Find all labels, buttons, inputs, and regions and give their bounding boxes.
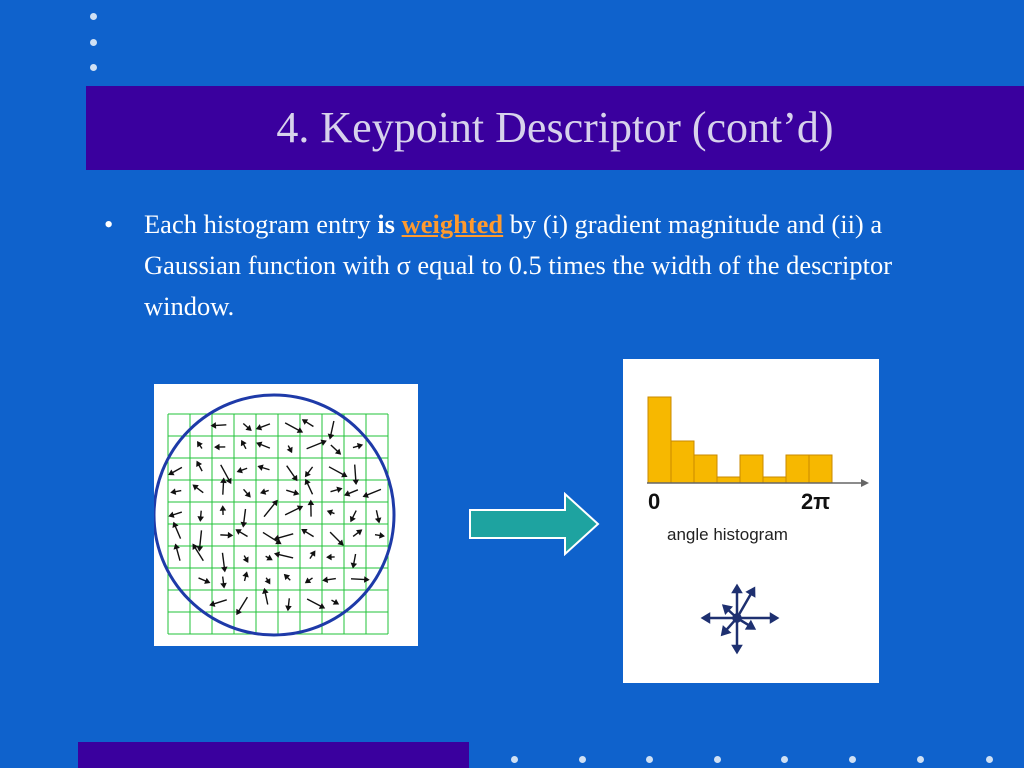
gradient-arrow: [324, 578, 336, 582]
gradient-arrow: [305, 480, 312, 494]
gradient-arrow: [199, 578, 210, 583]
histogram-bar: [763, 477, 786, 483]
histogram-caption: angle histogram: [667, 525, 788, 544]
gradient-arrow: [345, 490, 358, 496]
decorative-dot: [90, 13, 97, 20]
gradient-grid-svg: [154, 384, 418, 646]
gradient-arrow: [307, 441, 326, 449]
histogram-bar: [786, 455, 809, 483]
gradient-arrow: [266, 578, 270, 584]
gradient-arrow: [242, 509, 246, 526]
decorative-dot: [90, 64, 97, 71]
gradient-arrow: [212, 423, 226, 427]
decorative-dot: [90, 39, 97, 46]
gradient-arrow: [351, 577, 368, 581]
gradient-arrow: [242, 441, 246, 449]
histogram-bar: [809, 455, 832, 483]
gradient-arrow: [288, 446, 292, 452]
decorative-dot: [781, 756, 788, 763]
decorative-dot: [714, 756, 721, 763]
gradient-arrow: [170, 512, 182, 517]
gradient-arrow: [259, 466, 270, 470]
gradient-arrow: [237, 530, 248, 537]
bullet-text-part1: Each histogram entry: [144, 209, 378, 239]
gradient-arrow: [287, 466, 297, 480]
gradient-arrow: [286, 490, 298, 495]
gradient-arrow: [266, 556, 272, 560]
gradient-arrow: [285, 506, 302, 515]
bullet-text-part2: by (i) gradient magnitude and (ii) a Gaussian function with σ equal to 0.5 times the width of the descriptor window.: [144, 209, 893, 321]
bullet-text-is: is: [377, 209, 395, 239]
decorative-dot: [917, 756, 924, 763]
gradient-arrow: [353, 444, 362, 448]
weighted-emphasis: weighted: [401, 209, 504, 239]
gradient-arrow: [332, 600, 338, 604]
gradient-arrow: [257, 443, 270, 449]
gradient-arrow: [375, 533, 384, 537]
gradient-arrow: [243, 423, 250, 430]
gradient-arrow: [238, 468, 247, 472]
bullet-text-space: [395, 209, 402, 239]
slide-title: 4. Keypoint Descriptor (cont’d): [276, 103, 834, 152]
gradient-arrow: [172, 490, 182, 494]
decorative-dot: [849, 756, 856, 763]
gradient-arrow: [264, 501, 277, 517]
histogram-axis-arrowhead: [861, 479, 869, 487]
histogram-bar: [694, 455, 717, 483]
gradient-arrow: [220, 533, 232, 537]
bullet-text: [144, 204, 974, 327]
gradient-arrow: [198, 442, 202, 448]
gradient-arrow: [327, 555, 334, 559]
gradient-arrow: [309, 501, 313, 517]
orientation-arrow: [703, 614, 737, 621]
gradient-arrow: [197, 462, 202, 471]
decorative-dot: [511, 756, 518, 763]
gradient-arrow: [169, 467, 182, 474]
gradient-arrow: [351, 511, 356, 521]
bottom-bar: [78, 742, 469, 768]
gradient-arrow: [244, 489, 250, 496]
gradient-arrow: [210, 600, 226, 606]
gradient-arrow: [261, 490, 268, 494]
angle-histogram-figure: [623, 359, 879, 683]
gradient-arrow: [285, 423, 302, 432]
gradient-arrow: [302, 530, 313, 537]
gradient-arrow: [222, 577, 226, 588]
histogram-bars: [648, 397, 832, 483]
gradient-arrow: [215, 445, 225, 449]
gradient-arrow: [330, 532, 343, 545]
gradient-arrow: [328, 510, 334, 514]
histogram-bar: [648, 397, 671, 483]
gradient-arrows: [169, 420, 383, 614]
gradient-arrow: [175, 545, 180, 561]
gradient-arrow: [198, 530, 202, 550]
histogram-bar: [671, 441, 694, 483]
gradient-arrow: [303, 420, 313, 427]
gradient-arrow: [237, 597, 247, 614]
right-arrow-icon: [468, 492, 600, 556]
histogram-zero-label: 0: [648, 489, 661, 514]
gradient-arrow: [353, 530, 361, 536]
decorative-dot: [986, 756, 993, 763]
title-bar: [86, 86, 1024, 170]
gradient-arrow: [221, 507, 225, 515]
gradient-arrow: [329, 421, 334, 438]
gradient-arrow: [331, 488, 342, 492]
gradient-arrow: [307, 599, 324, 608]
gradient-arrow: [222, 553, 226, 571]
gradient-arrow: [352, 554, 356, 567]
orientation-arrow: [733, 618, 740, 652]
gradient-arrow: [306, 467, 313, 476]
histogram-bar: [717, 477, 740, 483]
orientation-star-icon: [703, 586, 777, 652]
gradient-arrow: [286, 598, 290, 610]
gradient-arrow: [331, 445, 340, 454]
decorative-dot: [579, 756, 586, 763]
gradient-arrow: [263, 589, 268, 604]
gradient-arrow: [310, 551, 315, 558]
angle-histogram-svg: [623, 359, 879, 683]
gradient-arrow: [354, 465, 358, 484]
gradient-arrow: [275, 553, 293, 558]
gradient-arrow: [173, 523, 180, 539]
bullet-marker: •: [104, 209, 114, 239]
gradient-arrow: [244, 556, 248, 562]
gradient-arrow: [257, 424, 270, 430]
gradient-arrow: [193, 485, 203, 492]
decorative-dot: [646, 756, 653, 763]
gradient-arrow: [221, 479, 225, 495]
gradient-arrow: [306, 578, 313, 583]
gradient-arrow: [376, 510, 380, 522]
gradient-arrow: [285, 575, 291, 580]
histogram-2pi-label: 2π: [801, 489, 831, 514]
gradient-arrow: [199, 511, 203, 521]
gradient-grid-figure: [154, 384, 418, 646]
orientation-center: [734, 615, 741, 622]
gradient-arrow: [244, 573, 248, 581]
histogram-bar: [740, 455, 763, 483]
